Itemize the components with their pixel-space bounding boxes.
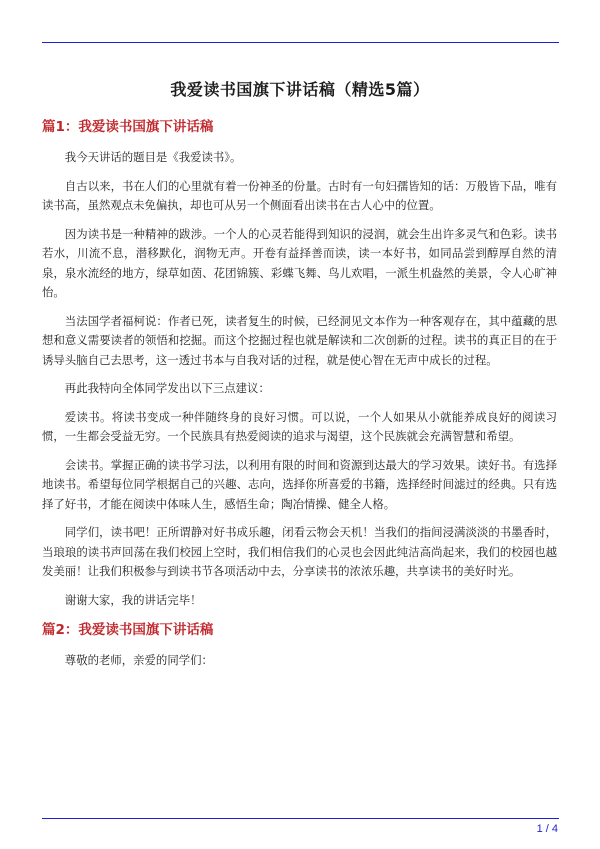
- top-rule: [42, 42, 559, 43]
- paragraph: 再此我特向全体同学发出以下三点建议：: [64, 381, 270, 395]
- paragraph: 尊敬的老师，亲爱的同学们：: [64, 653, 213, 667]
- paragraph: 因为读书是一种精神的跋涉。一个人的心灵若能得到知识的浸润，就会生出许多灵气和色彩。读书若水，川流不息，潜移默化，润物无声。开卷有益择善而读，读一本好书，如同品尝到醇厚自然的清泉，泉水流经的地方，绿草如茵、花团锦簇、彩蝶飞舞、鸟儿欢唱，一派生机盎然的美景，令人心旷神怡。: [42, 226, 557, 299]
- paragraph: 同学们，读书吧！正所谓静对好书成乐趣，闭看云物会天机！当我们的指间浸满淡淡的书墨香时，当琅琅的读书声回荡在我们校园上空时，我们相信我们的心灵也会因此纯洁高尚起来，我们的校园也越发美丽！让我们积极参与到读书节各项活动中去，分享读书的浓浓乐趣，共享读书的美好时光。: [42, 525, 557, 578]
- paragraph: 我今天讲话的题目是《我爱读书》。: [64, 150, 242, 164]
- section-2: [42, 619, 557, 671]
- section-heading: 篇2：我爱读书国旗下讲话稿: [42, 622, 214, 638]
- bottom-rule: [42, 818, 559, 819]
- paragraph: 自古以来，书在人们的心里就有着一份神圣的份量。古时有一句妇孺皆知的话：万般皆下品，唯有读书高，虽然观点未免偏执，却也可从另一个侧面看出读书在古人心中的位置。: [42, 178, 557, 212]
- paragraph: 会读书。掌握正确的读书学习法，以利用有限的时间和资源到达最大的学习效果。读好书。有选择地读书。希望每位同学根据自己的兴趣、志向，选择你所喜爱的书籍，选择经时间滤过的经典。只有选择了好书，才能在阅读中体味人生，感悟生命；陶冶情操、健全人格。: [42, 457, 557, 511]
- section-heading: 篇1：我爱读书国旗下讲话稿: [42, 119, 214, 135]
- paragraph: 当法国学者福柯说：作者已死，读者复生的时候，已经洞见文本作为一种客观存在，其中蕴藏的思想和意义需要读者的领悟和挖掘。而这个挖掘过程也就是解读和二次创新的过程。读书的真正目的在于诱导头脑自己去思考，这一透过书本与自我对话的过程，就是使心智在无声中成长的过程。: [42, 313, 557, 367]
- paragraph: 谢谢大家，我的讲话完毕！: [64, 592, 202, 607]
- page-number: 1 / 4: [536, 823, 558, 835]
- paragraph: 爱读书。将读书变成一种伴随终身的良好习惯。可以说，一个人如果从小就能养成良好的阅读习惯，一生都会受益无穷。一个民族具有热爱阅读的追求与渴望，这个民族就会充满智慧和希望。: [42, 409, 557, 443]
- document-title: 我爱读书国旗下讲话稿（精选5篇）: [170, 80, 430, 99]
- document-body: [42, 116, 557, 680]
- section-1: [42, 116, 557, 610]
